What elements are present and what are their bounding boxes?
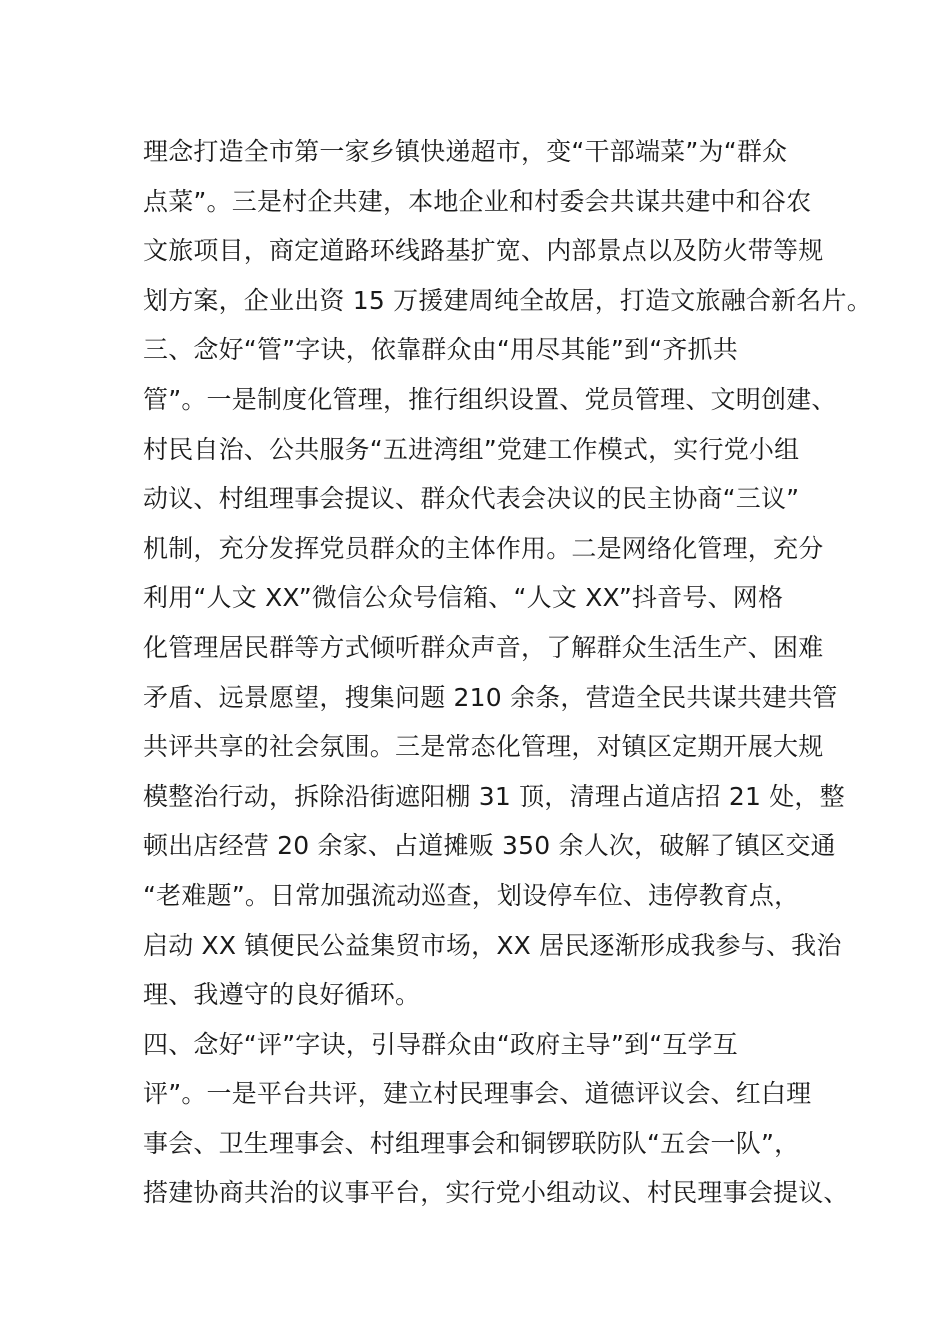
text-line: 化管理居民群等方式倾听群众声音，了解群众生活生产、困难	[143, 632, 824, 662]
text-line: 顿出店经营 20 余家、占道摊贩 350 余人次，破解了镇区交通	[143, 831, 836, 861]
text-line: 事会、卫生理事会、村组理事会和铜锣联防队“五会一队”，	[143, 1128, 800, 1158]
text-line: 机制，充分发挥党员群众的主体作用。二是网络化管理，充分	[143, 533, 824, 563]
text-line: 划方案，企业出资 15 万援建周纯全故居，打造文旅融合新名片。	[143, 285, 872, 315]
text-line: 启动 XX 镇便民公益集贸市场，XX 居民逐渐形成我参与、我治	[143, 930, 842, 960]
text-line: 搭建协商共治的议事平台，实行党小组动议、村民理事会提议、	[143, 1178, 849, 1208]
text-line: 管”。一是制度化管理，推行组织设置、党员管理、文明创建、	[143, 384, 837, 414]
text-line: “老难题”。日常加强流动巡查，划设停车位、违停教育点，	[143, 880, 800, 910]
body-text	[143, 127, 872, 1218]
text-line: 理念打造全市第一家乡镇快递超市，变“干部端菜”为“群众	[143, 137, 788, 166]
text-line: 文旅项目，商定道路环线路基扩宽、内部景点以及防火带等规	[143, 236, 824, 266]
text-line: 模整治行动，拆除沿街遮阳棚 31 顶，清理占道店招 21 处，整	[143, 781, 845, 811]
text-line: 点菜”。三是村企共建，本地企业和村委会共谋共建中和谷农	[143, 186, 812, 216]
section-heading-line: 三、念好“管”字诀，依靠群众由“用尽其能”到“齐抓共	[143, 335, 738, 365]
text-line: 理、我遵守的良好循环。	[143, 980, 421, 1010]
section-heading-line: 四、念好“评”字诀，引导群众由“政府主导”到“互学互	[143, 1029, 738, 1059]
text-line: 评”。一是平台共评，建立村民理事会、道德评议会、红白理	[143, 1079, 812, 1109]
text-line: 利用“人文 XX”微信公众号信箱、“人文 XX”抖音号、网格	[143, 583, 784, 613]
text-line: 动议、村组理事会提议、群众代表会决议的民主协商“三议”	[143, 484, 800, 514]
text-line: 矛盾、远景愿望，搜集问题 210 余条，营造全民共谋共建共管	[143, 682, 838, 712]
text-line: 共评共享的社会氛围。三是常态化管理，对镇区定期开展大规	[143, 732, 824, 762]
text-line: 村民自治、公共服务“五进湾组”党建工作模式，实行党小组	[143, 434, 800, 464]
